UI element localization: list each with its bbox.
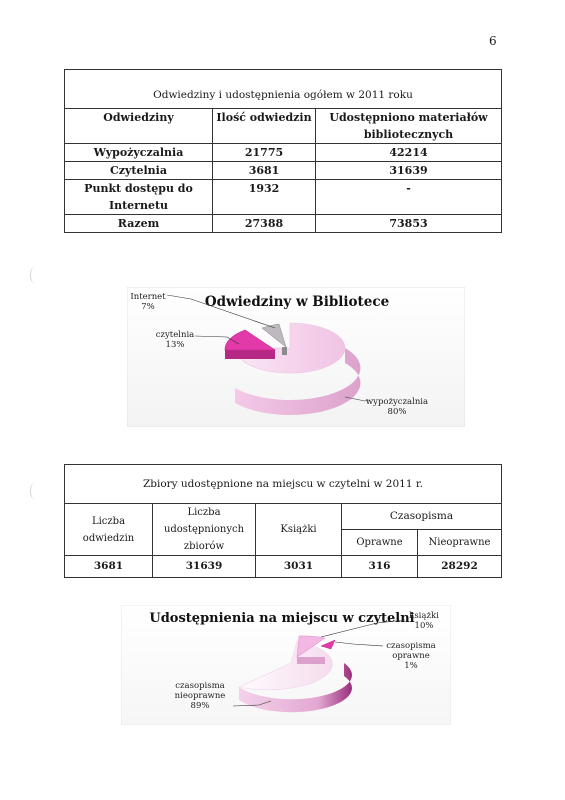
visits-pie-svg bbox=[127, 287, 465, 427]
row-label: Czytelnia bbox=[65, 162, 213, 180]
scan-mark bbox=[30, 266, 41, 284]
chart-title: Odwiedziny w Bibliotece bbox=[204, 294, 390, 310]
label-oprawne-line2: oprawne bbox=[392, 651, 430, 661]
value-liczba-zbiorow: 31639 bbox=[153, 556, 256, 578]
row-value: 21775 bbox=[213, 144, 316, 162]
pie-slice-ksiazki-side bbox=[297, 657, 325, 664]
reading-room-pie-svg bbox=[121, 605, 451, 725]
chart-title: Udostępnienia na miejscu w czytelni bbox=[149, 611, 415, 626]
header-udostepniono: Udostępniono materiałów bibliotecznych bbox=[316, 109, 502, 144]
reading-room-pie-chart bbox=[121, 605, 451, 725]
reading-room-table-title: Zbiory udostępnione na miejscu w czytelni w 2011 r. bbox=[65, 465, 502, 504]
header-liczba-zbiorow: Liczba udostępnionych zbiorów bbox=[153, 504, 256, 556]
row-label: Razem bbox=[65, 215, 213, 233]
header-odwiedziny: Odwiedziny bbox=[65, 109, 213, 144]
visits-table-title: Odwiedziny i udostępnienia ogółem w 2011 roku bbox=[65, 70, 502, 109]
label-nieoprawne-line1: czasopisma bbox=[175, 681, 225, 691]
reading-room-table bbox=[64, 464, 502, 578]
value-oprawne: 316 bbox=[342, 556, 418, 578]
row-value: 27388 bbox=[213, 215, 316, 233]
label-oprawne-line1: czasopisma bbox=[386, 641, 436, 651]
label-internet: Internet 7% bbox=[130, 292, 166, 312]
page-number: 6 bbox=[489, 34, 497, 48]
pie-slice-czytelnia-side bbox=[225, 350, 275, 359]
label-ksiazki: książki 10% bbox=[409, 611, 439, 631]
header-ksiazki: Książki bbox=[256, 504, 342, 556]
label-wypozyczalnia-pct: 80% bbox=[387, 407, 407, 417]
header-oprawne: Oprawne bbox=[342, 530, 418, 556]
row-value: 1932 bbox=[213, 180, 316, 215]
table-row bbox=[65, 162, 502, 180]
header-nieoprawne: Nieoprawne bbox=[418, 530, 502, 556]
label-nieoprawne-line2: nieoprawne bbox=[174, 691, 226, 701]
pie-slice-internet-side bbox=[282, 347, 287, 355]
row-label: Wypożyczalnia bbox=[65, 144, 213, 162]
label-nieoprawne-pct: 89% bbox=[190, 701, 210, 711]
table-row bbox=[65, 144, 502, 162]
row-label: Punkt dostępu do Internetu bbox=[65, 180, 213, 215]
table-row bbox=[65, 215, 502, 233]
value-ksiazki: 3031 bbox=[256, 556, 342, 578]
label-czytelnia-pct: 13% bbox=[165, 340, 185, 350]
header-ilosc-odwiedzin: Ilość odwiedzin bbox=[213, 109, 316, 144]
value-nieoprawne: 28292 bbox=[418, 556, 502, 578]
row-value: 31639 bbox=[316, 162, 502, 180]
header-liczba-odwiedzin: Liczba odwiedzin bbox=[65, 504, 153, 556]
visits-pie-chart bbox=[127, 287, 465, 427]
row-value: 3681 bbox=[213, 162, 316, 180]
label-czytelnia: czytelnia 13% bbox=[155, 330, 195, 350]
table-row bbox=[65, 556, 502, 578]
value-liczba-odwiedzin: 3681 bbox=[65, 556, 153, 578]
table-row bbox=[65, 180, 502, 215]
row-value: - bbox=[316, 180, 502, 215]
visits-table bbox=[64, 69, 502, 233]
scan-mark bbox=[30, 482, 41, 500]
row-value: 73853 bbox=[316, 215, 502, 233]
header-czasopisma: Czasopisma bbox=[342, 504, 502, 530]
label-ksiazki-pct: 10% bbox=[414, 621, 434, 631]
row-value: 42214 bbox=[316, 144, 502, 162]
label-internet-pct: 7% bbox=[141, 302, 155, 312]
label-oprawne-pct: 1% bbox=[404, 661, 418, 671]
label-wypozyczalnia: wypożyczalnia 80% bbox=[365, 397, 429, 417]
